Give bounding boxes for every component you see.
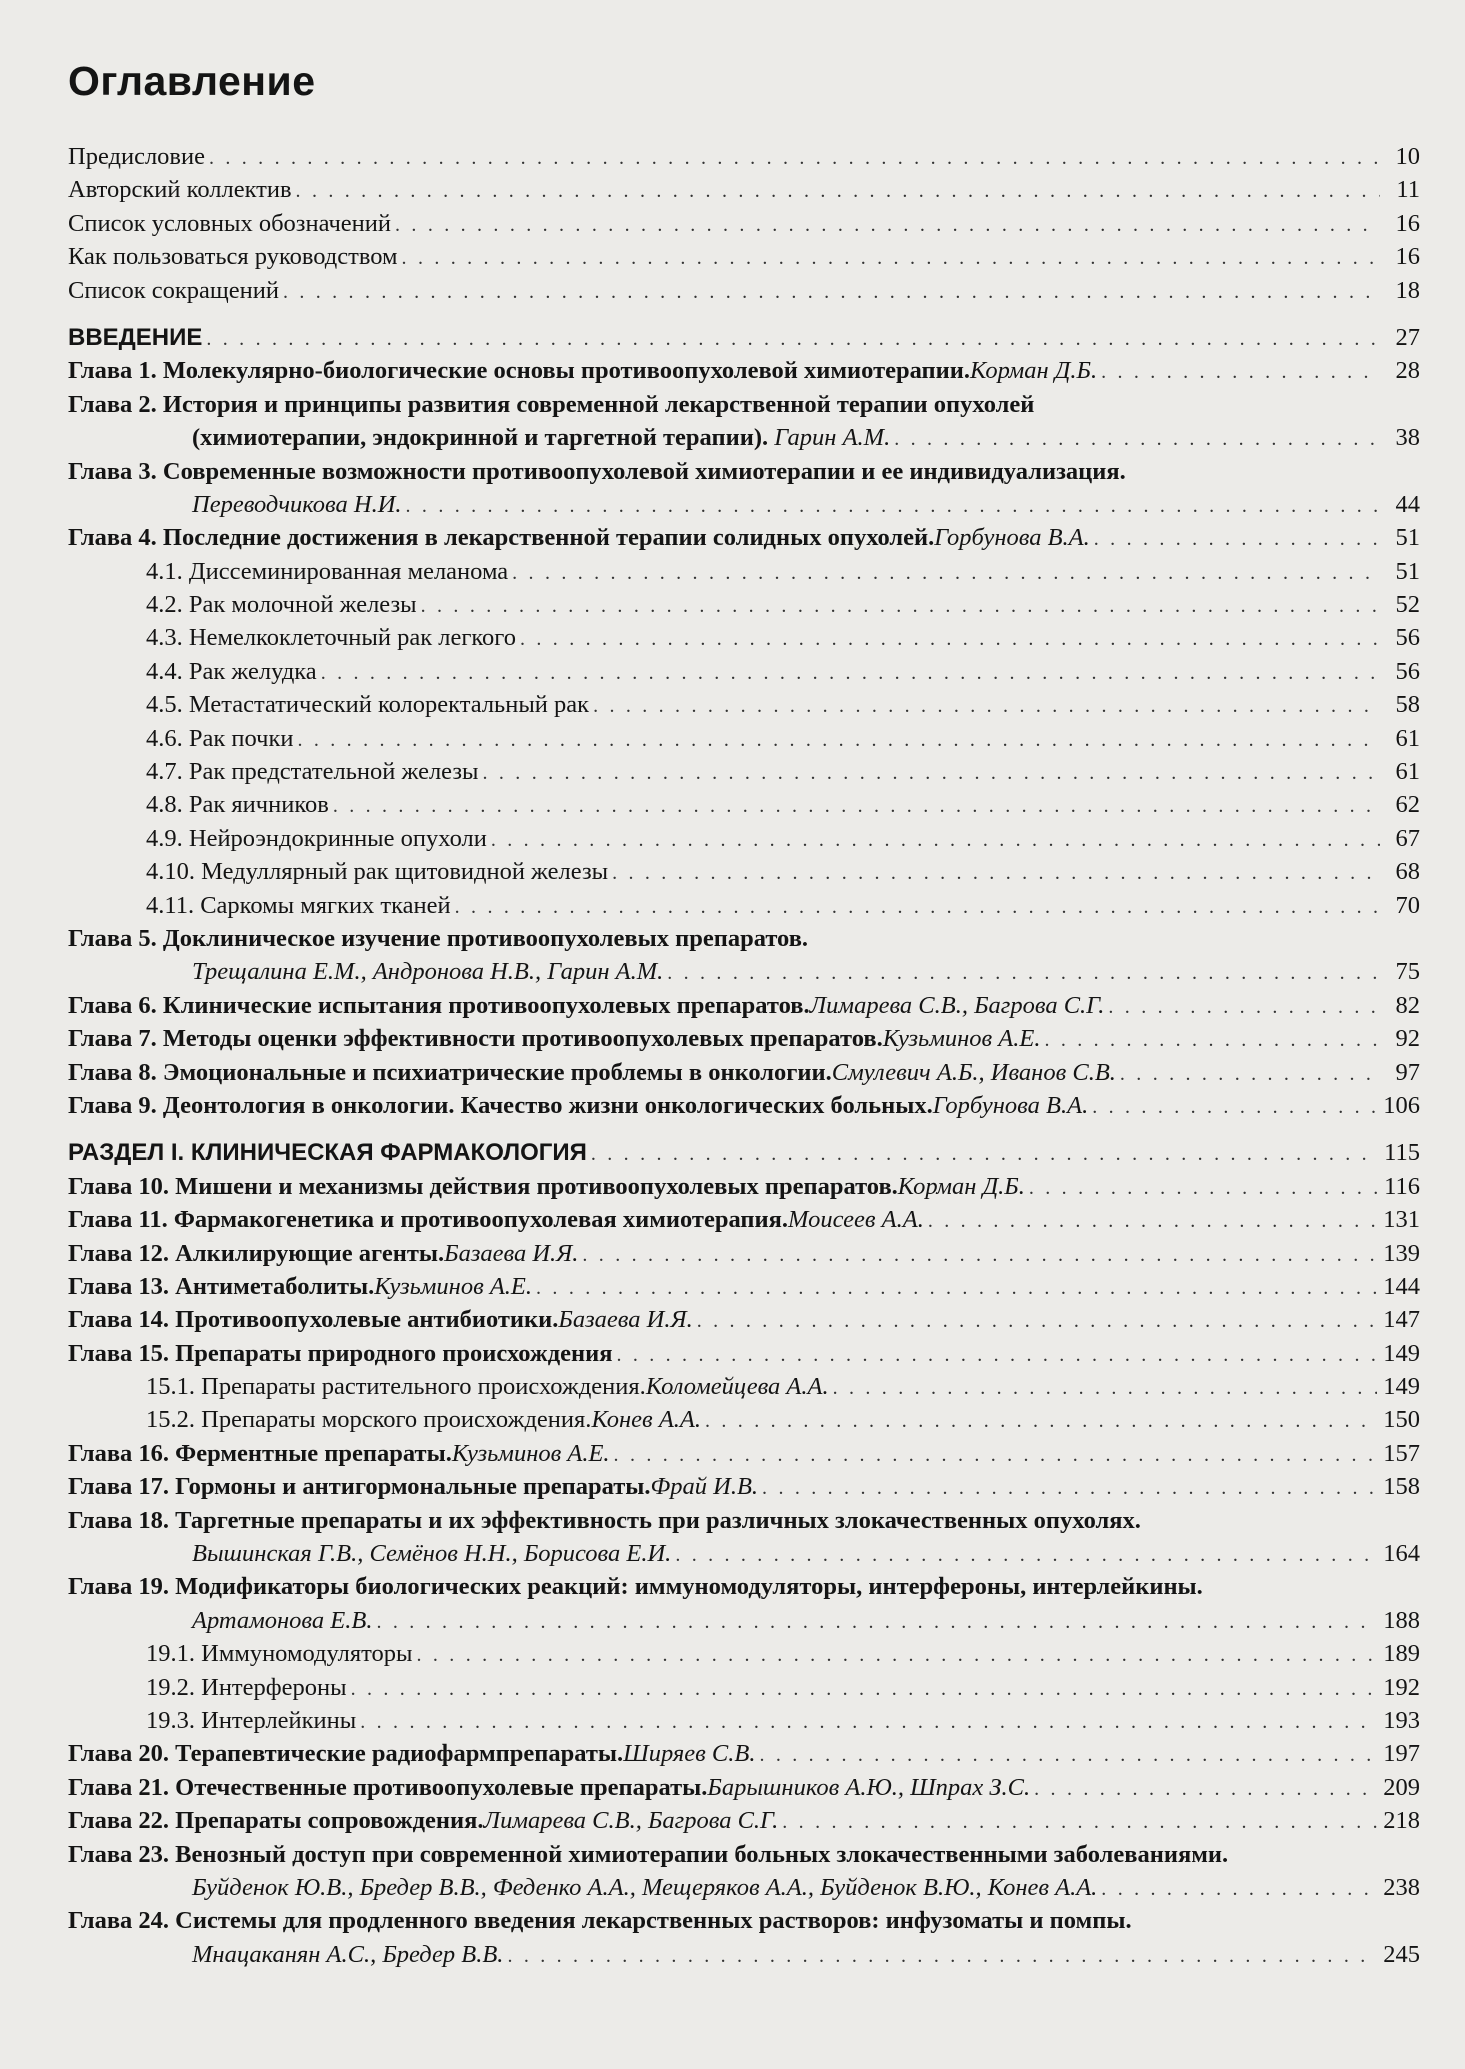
entry-line (68, 922, 1420, 955)
page-number: 61 (1395, 724, 1420, 752)
dot-leader (333, 790, 1380, 823)
dot-leader (762, 1472, 1377, 1505)
page-number: 52 (1395, 591, 1420, 619)
toc-entry (68, 722, 1420, 755)
page-number: 11 (1396, 176, 1420, 204)
entry-title: Глава 12. Алкилирующие агенты. (68, 1239, 445, 1267)
dot-leader (455, 891, 1380, 924)
entry-title: 4.11. Саркомы мягких тканей (146, 891, 451, 919)
page-number: 97 (1395, 1058, 1420, 1086)
dot-leader (417, 1639, 1378, 1672)
entry-title: Глава 9. Деонтология в онкологии. Качество жизни онкологических больных. (68, 1091, 933, 1119)
entry-line-continued (68, 955, 1420, 988)
entry-line (68, 1370, 1420, 1403)
toc-entry (68, 1203, 1420, 1236)
dot-leader (582, 1239, 1377, 1272)
toc-entry (68, 521, 1420, 554)
page-title: Оглавление (68, 58, 316, 104)
page-number: 209 (1383, 1773, 1420, 1801)
entry-title: Глава 20. Терапевтические радиофармпрепараты. (68, 1740, 624, 1768)
page-number: 218 (1383, 1807, 1420, 1835)
dot-leader (1094, 523, 1380, 556)
entry-line (68, 388, 1420, 421)
toc-entry (68, 555, 1420, 588)
entry-author: Фрай И.В. (650, 1473, 759, 1501)
page-number: 51 (1395, 557, 1420, 585)
toc-entry (68, 1671, 1420, 1704)
toc-entry (68, 989, 1420, 1022)
entry-title: Глава 10. Мишени и механизмы действия противоопухолевых препаратов. (68, 1172, 898, 1200)
entry-line (68, 1089, 1420, 1122)
entry-author: Трещалина Е.М., Андронова Н.В., Гарин А.М. (192, 958, 664, 986)
toc-entry (68, 173, 1420, 206)
dot-leader (1029, 1172, 1378, 1205)
toc-entry (68, 1637, 1420, 1670)
entry-title: Глава 23. Венозный доступ при современной химиотерапии больных злокачественными заболеваниями. (68, 1840, 1229, 1868)
page-number: 10 (1395, 143, 1420, 170)
dot-leader (402, 242, 1380, 275)
entry-title: 4.10. Медуллярный рак щитовидной железы (146, 858, 609, 886)
toc-entry (68, 1704, 1420, 1737)
page-number: 51 (1395, 524, 1420, 552)
dot-leader (512, 557, 1380, 590)
entry-author: Базаева И.Я. (444, 1239, 579, 1267)
toc-entry (68, 140, 1420, 173)
dot-leader (406, 490, 1380, 523)
dot-leader (507, 1940, 1377, 1973)
entry-author: Кузьминов А.Е. (882, 1025, 1041, 1053)
toc-entry (68, 1504, 1420, 1571)
entry-line (68, 140, 1420, 173)
entry-line (68, 555, 1420, 588)
dot-leader (209, 142, 1380, 175)
toc-entry (68, 1470, 1420, 1503)
dot-leader (491, 824, 1380, 857)
entry-title: Как пользоваться руководством (68, 243, 398, 271)
entry-author: Горбунова В.А. (932, 1091, 1089, 1119)
entry-author: Корман Д.Б. (897, 1172, 1025, 1200)
dot-leader (675, 1539, 1377, 1572)
entry-title: 19.2. Интерфероны (146, 1673, 347, 1701)
page-number: 61 (1395, 758, 1420, 786)
entry-line (68, 1136, 1420, 1169)
entry-line (68, 1570, 1420, 1603)
toc-entry (68, 1303, 1420, 1336)
page-number: 144 (1383, 1272, 1420, 1300)
page-number: 164 (1383, 1540, 1420, 1568)
entry-line-continued (68, 421, 1420, 454)
toc-entry (68, 388, 1420, 455)
entry-title: Глава 21. Отечественные противоопухолевые препараты. (68, 1773, 708, 1801)
entry-author: Артамонова Е.В. (192, 1606, 373, 1634)
page-number: 92 (1395, 1025, 1420, 1053)
toc-entry (68, 1136, 1420, 1169)
entry-line (68, 207, 1420, 240)
entry-title: 4.4. Рак желудка (146, 657, 317, 685)
page-number: 116 (1384, 1172, 1420, 1200)
section-gap (68, 1122, 1420, 1136)
entry-line (68, 788, 1420, 821)
entry-line (68, 588, 1420, 621)
toc-entry (68, 321, 1420, 354)
entry-title: Предисловие (68, 143, 205, 170)
entry-author: Лимарева С.В., Багрова С.Г. (809, 991, 1105, 1019)
entry-title: Глава 16. Ферментные препараты. (68, 1439, 452, 1467)
page-number: 44 (1395, 490, 1420, 518)
entry-title: Глава 1. Молекулярно-биологические основы противоопухолевой химиотерапии. (68, 357, 971, 385)
entry-line (68, 173, 1420, 206)
entry-line (68, 1056, 1420, 1089)
dot-leader (697, 1305, 1378, 1338)
entry-line (68, 889, 1420, 922)
dot-leader (1120, 1058, 1380, 1091)
entry-line (68, 1904, 1420, 1937)
entry-line (68, 1704, 1420, 1737)
entry-line (68, 1337, 1420, 1370)
page-number: 197 (1383, 1740, 1420, 1768)
entry-line (68, 722, 1420, 755)
entry-author: Базаева И.Я. (558, 1306, 693, 1334)
entry-title: РАЗДЕЛ I. КЛИНИЧЕСКАЯ ФАРМАКОЛОГИЯ (68, 1139, 587, 1167)
entry-title: Глава 8. Эмоциональные и психиатрические проблемы в онкологии. (68, 1058, 832, 1086)
entry-title: 4.8. Рак яичников (146, 791, 329, 819)
dot-leader (759, 1739, 1377, 1772)
entry-title: 4.3. Немелкоклеточный рак легкого (146, 624, 516, 652)
toc-entry (68, 274, 1420, 307)
toc-entry (68, 688, 1420, 721)
entry-line (68, 1737, 1420, 1770)
toc-entry (68, 1170, 1420, 1203)
entry-title: Глава 14. Противоопухолевые антибиотики. (68, 1306, 559, 1334)
toc-entry (68, 1089, 1420, 1122)
toc-entry (68, 1437, 1420, 1470)
entry-title: Глава 7. Методы оценки эффективности противоопухолевых препаратов. (68, 1025, 883, 1053)
entry-author: Моисеев А.А. (788, 1206, 924, 1234)
entry-line-continued (68, 1604, 1420, 1637)
toc-entry (68, 240, 1420, 273)
entry-title: Глава 2. История и принципы развития современной лекарственной терапии опухолей (68, 390, 1035, 418)
page-number: 139 (1383, 1239, 1420, 1267)
entry-line (68, 240, 1420, 273)
page-number: 193 (1383, 1706, 1420, 1734)
dot-leader (1101, 356, 1380, 389)
toc-entry (68, 1237, 1420, 1270)
page-number: 82 (1395, 991, 1420, 1019)
entry-author: Ширяев С.В. (623, 1740, 756, 1768)
entry-title: Глава 11. Фармакогенетика и противоопухолевая химиотерапия. (68, 1206, 789, 1234)
entry-title: Глава 22. Препараты сопровождения. (68, 1807, 484, 1835)
entry-title: ВВЕДЕНИЕ (68, 323, 203, 351)
toc-entry (68, 354, 1420, 387)
entry-line (68, 1170, 1420, 1203)
entry-line-continued (68, 1938, 1420, 1971)
toc-entry (68, 822, 1420, 855)
toc-entry (68, 755, 1420, 788)
toc-entry (68, 1370, 1420, 1403)
entry-line (68, 274, 1420, 307)
entry-line (68, 521, 1420, 554)
dot-leader (297, 724, 1380, 757)
dot-leader (1044, 1024, 1380, 1057)
entry-line (68, 1671, 1420, 1704)
page-number: 245 (1383, 1940, 1420, 1968)
page-number: 27 (1395, 323, 1420, 351)
entry-line (68, 321, 1420, 354)
page-number: 149 (1383, 1339, 1420, 1367)
toc-entry (68, 455, 1420, 522)
entry-line (68, 1504, 1420, 1537)
dot-leader (296, 175, 1380, 208)
entry-line (68, 455, 1420, 488)
dot-leader (360, 1706, 1377, 1739)
entry-author: Гарин А.М. (774, 424, 891, 452)
toc-entry (68, 1056, 1420, 1089)
dot-leader (782, 1806, 1377, 1839)
dot-leader (612, 857, 1380, 890)
entry-line (68, 655, 1420, 688)
entry-line (68, 1637, 1420, 1670)
dot-leader (616, 1339, 1377, 1372)
entry-line (68, 621, 1420, 654)
entry-line (68, 855, 1420, 888)
entry-title: 4.1. Диссеминированная меланома (146, 557, 509, 585)
entry-title: Глава 13. Антиметаболиты. (68, 1272, 375, 1300)
entry-title: 4.7. Рак предстательной железы (146, 758, 479, 786)
toc-entry (68, 1022, 1420, 1055)
entry-title: 4.2. Рак молочной железы (146, 591, 417, 619)
entry-author: Переводчикова Н.И. (192, 490, 402, 518)
entry-title: 4.9. Нейроэндокринные опухоли (146, 824, 487, 852)
dot-leader (614, 1439, 1378, 1472)
entry-author: Горбунова В.А. (934, 524, 1090, 552)
entry-title: Глава 17. Гормоны и антигормональные препараты. (68, 1473, 651, 1501)
page-number: 157 (1383, 1439, 1420, 1467)
dot-leader (351, 1673, 1378, 1706)
page-number: 147 (1383, 1306, 1420, 1334)
toc-entry (68, 1270, 1420, 1303)
entry-line (68, 1303, 1420, 1336)
dot-leader (705, 1405, 1377, 1438)
entry-line (68, 354, 1420, 387)
entry-author: Вышинская Г.В., Семёнов Н.Н., Борисова Е.И. (192, 1540, 672, 1568)
page-number: 28 (1395, 357, 1420, 385)
entry-title-continued: (химиотерапии, эндокринной и таргетной терапии) (192, 424, 762, 452)
dot-leader (283, 276, 1380, 309)
entry-line-continued (68, 1871, 1420, 1904)
entry-author: Конев А.А. (591, 1406, 701, 1434)
entry-author: Корман Д.Б. (970, 357, 1098, 385)
page-number: 188 (1383, 1606, 1420, 1634)
entry-author: Буйденок Ю.В., Бредер В.В., Феденко А.А., Мещеряков А.А., Буйденок В.Ю., Конев А.А. (192, 1873, 1098, 1901)
entry-title: Глава 5. Доклиническое изучение противоопухолевых препаратов. (68, 924, 809, 952)
dot-leader (667, 957, 1380, 990)
entry-line (68, 822, 1420, 855)
entry-line (68, 1270, 1420, 1303)
entry-line (68, 1022, 1420, 1055)
dot-leader (1101, 1873, 1377, 1906)
toc-entry (68, 621, 1420, 654)
entry-title: Глава 6. Клинические испытания противоопухолевых препаратов. (68, 991, 810, 1019)
page-number: 192 (1383, 1673, 1420, 1701)
entry-line (68, 1237, 1420, 1270)
page-number: 115 (1384, 1139, 1420, 1167)
dot-leader (395, 209, 1380, 242)
page-number: 38 (1395, 424, 1420, 452)
entry-title: Глава 18. Таргетные препараты и их эффективность при различных злокачественных опухолях. (68, 1506, 1141, 1534)
entry-author: Смулевич А.Б., Иванов С.В. (831, 1058, 1116, 1086)
toc-entry (68, 1737, 1420, 1770)
toc-entry (68, 922, 1420, 989)
dot-leader (894, 423, 1380, 456)
dot-leader (833, 1372, 1378, 1405)
toc-entry (68, 1771, 1420, 1804)
table-of-contents (68, 140, 1420, 1971)
entry-line (68, 1437, 1420, 1470)
entry-title: Глава 4. Последние достижения в лекарственной терапии солидных опухолей. (68, 524, 935, 552)
toc-entry (68, 1570, 1420, 1637)
page-number: 16 (1395, 243, 1420, 271)
toc-entry (68, 655, 1420, 688)
toc-entry (68, 1838, 1420, 1905)
dot-leader (591, 1138, 1378, 1171)
entry-title: Список условных обозначений (68, 209, 392, 237)
page-number: 150 (1383, 1406, 1420, 1434)
entry-title: 4.5. Метастатический колоректальный рак (146, 691, 590, 719)
dot-leader (321, 657, 1380, 690)
entry-line (68, 1804, 1420, 1837)
entry-line (68, 1771, 1420, 1804)
toc-entry (68, 788, 1420, 821)
section-gap (68, 307, 1420, 321)
page-number: 56 (1395, 657, 1420, 685)
page-number: 16 (1395, 209, 1420, 237)
entry-author: Коломейцева А.А. (645, 1373, 829, 1401)
page-number: 149 (1383, 1373, 1420, 1401)
entry-line (68, 1403, 1420, 1436)
entry-title: Глава 24. Системы для продленного введения лекарственных растворов: инфузоматы и помпы. (68, 1907, 1132, 1935)
dot-leader (1108, 991, 1380, 1024)
entry-line (68, 1838, 1420, 1871)
entry-line-continued (68, 1537, 1420, 1570)
dot-leader (483, 757, 1381, 790)
toc-entry (68, 1403, 1420, 1436)
entry-line (68, 1203, 1420, 1236)
dot-leader (593, 690, 1380, 723)
toc-entry (68, 207, 1420, 240)
page-number: 70 (1395, 891, 1420, 919)
entry-author: Кузьминов А.Е. (451, 1439, 610, 1467)
page-number: 56 (1395, 624, 1420, 652)
page-number: 75 (1395, 958, 1420, 986)
dot-leader (536, 1272, 1377, 1305)
page-number: 68 (1395, 858, 1420, 886)
toc-entry (68, 1337, 1420, 1370)
page-number: 62 (1395, 791, 1420, 819)
page-number: 131 (1383, 1206, 1420, 1234)
entry-line (68, 688, 1420, 721)
entry-line (68, 755, 1420, 788)
entry-author: Мнацаканян А.С., Бредер В.В. (192, 1940, 504, 1968)
entry-title: Глава 19. Модификаторы биологических реакций: иммуномодуляторы, интерфероны, интерлейкины. (68, 1573, 1203, 1601)
page-number: 189 (1383, 1640, 1420, 1668)
page-number: 106 (1383, 1091, 1420, 1119)
entry-title: 4.6. Рак почки (146, 724, 294, 752)
toc-entry (68, 1904, 1420, 1971)
dot-leader (376, 1606, 1377, 1639)
page-number: 67 (1395, 824, 1420, 852)
toc-entry (68, 588, 1420, 621)
separator: . (761, 424, 775, 452)
entry-line-continued (68, 488, 1420, 521)
entry-title: Авторский коллектив (68, 176, 292, 204)
entry-title: Список сокращений (68, 276, 279, 304)
dot-leader (928, 1205, 1377, 1238)
page-number: 58 (1395, 691, 1420, 719)
dot-leader (206, 323, 1380, 356)
page-number: 158 (1383, 1473, 1420, 1501)
entry-author: Кузьминов А.Е. (374, 1272, 533, 1300)
entry-author: Барышников А.Ю., Шпрах З.С. (707, 1773, 1031, 1801)
toc-entry (68, 1804, 1420, 1837)
entry-line (68, 1470, 1420, 1503)
dot-leader (1034, 1773, 1377, 1806)
entry-line (68, 989, 1420, 1022)
entry-title: 19.1. Иммуномодуляторы (146, 1640, 413, 1668)
page-number: 18 (1395, 276, 1420, 304)
dot-leader (520, 623, 1380, 656)
entry-title: Глава 3. Современные возможности противоопухолевой химиотерапии и ее индивидуализация. (68, 457, 1126, 485)
entry-title: 15.2. Препараты морского происхождения. (146, 1406, 592, 1434)
toc-entry (68, 855, 1420, 888)
entry-author: Лимарева С.В., Багрова С.Г. (483, 1807, 779, 1835)
dot-leader (421, 590, 1380, 623)
dot-leader (1092, 1091, 1377, 1124)
toc-entry (68, 889, 1420, 922)
entry-title: 15.1. Препараты растительного происхождения. (146, 1373, 646, 1401)
entry-title: 19.3. Интерлейкины (146, 1706, 357, 1734)
page-number: 238 (1383, 1873, 1420, 1901)
entry-title: Глава 15. Препараты природного происхождения (68, 1339, 613, 1367)
